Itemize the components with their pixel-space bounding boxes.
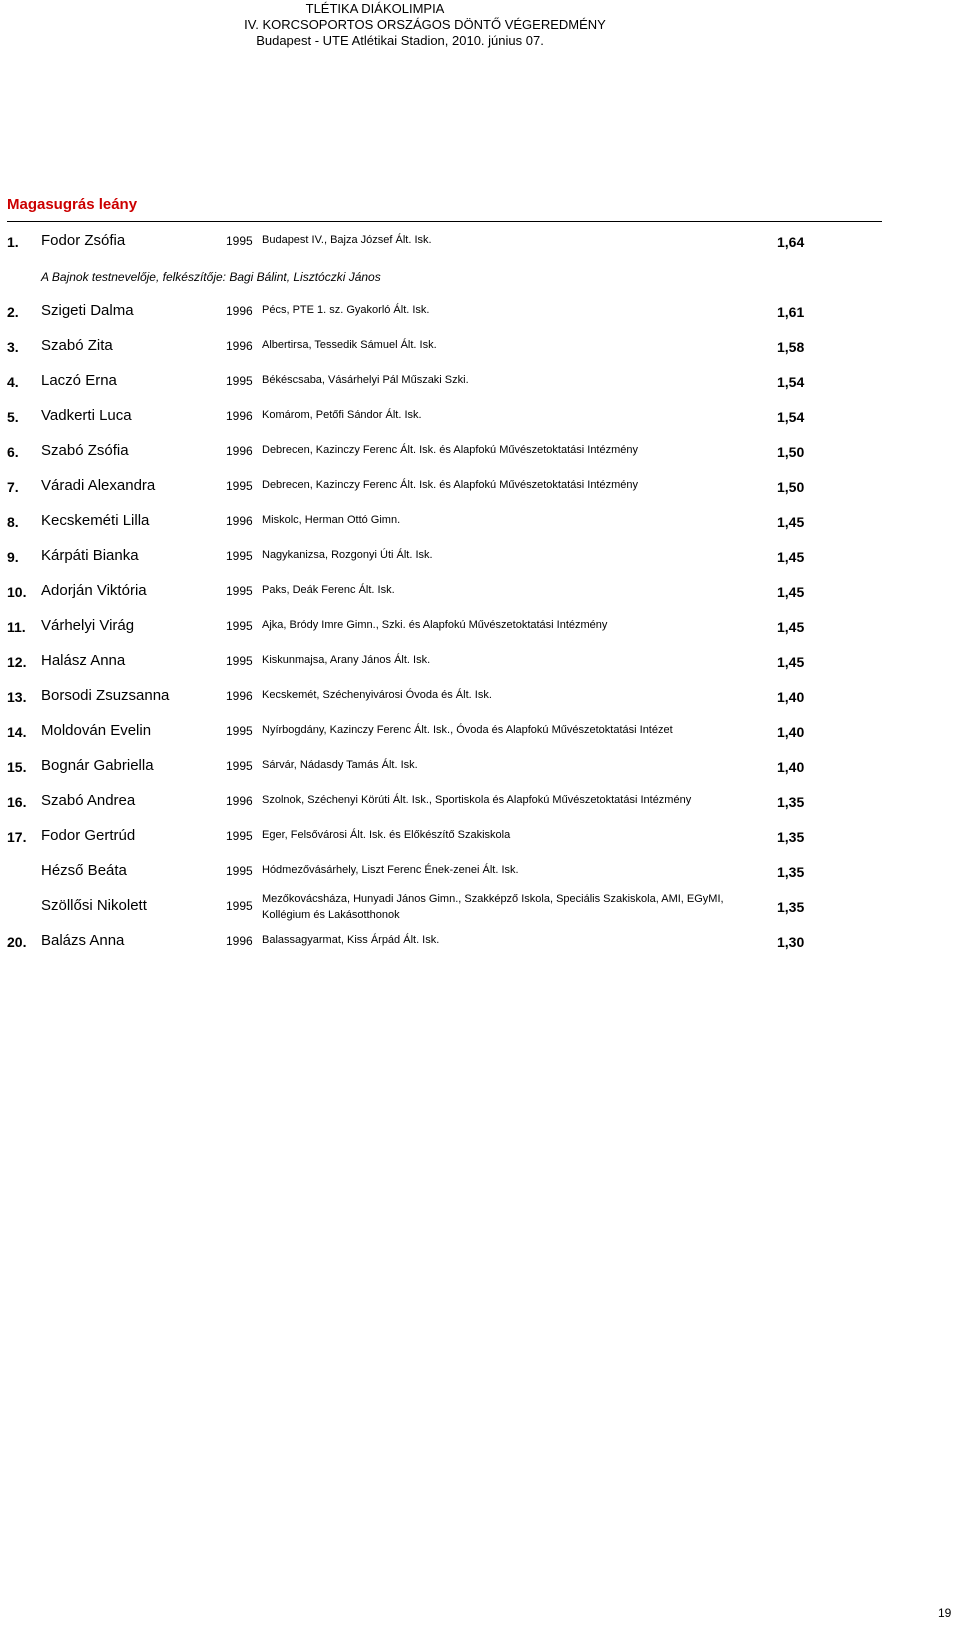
result-row: [0, 506, 960, 536]
result-row: [0, 436, 960, 466]
result-value: 1,45: [777, 584, 805, 600]
athlete-name: Kárpáti Bianka: [41, 547, 139, 564]
rank-cell: 11.: [7, 619, 26, 635]
rank-cell: 20.: [7, 934, 27, 950]
result-value: 1,45: [777, 549, 805, 565]
school-name: Nyírbogdány, Kazinczy Ferenc Ált. Isk., Óvoda és Alapfokú Művészetoktatási Intézet: [262, 724, 673, 736]
school-name: Mezőkovácsháza, Hunyadi János Gimn., Szakképző Iskola, Speciális Szakiskola, AMI, EGyMI, Kollégium és Lakásotthonok: [262, 893, 724, 921]
result-value: 1,35: [777, 829, 805, 845]
result-row: [0, 646, 960, 676]
birth-year: 1995: [226, 549, 253, 563]
result-row: [0, 296, 960, 326]
school-name: Debrecen, Kazinczy Ferenc Ált. Isk. és Alapfokú Művészetoktatási Intézmény: [262, 444, 639, 456]
rank-cell: 3.: [7, 339, 19, 355]
result-row: [0, 611, 960, 641]
result-value: 1,50: [777, 444, 805, 460]
athlete-name: Vadkerti Luca: [41, 407, 132, 424]
event-title: Magasugrás leány: [7, 196, 138, 213]
rank-cell: 8.: [7, 514, 19, 530]
birth-year: 1995: [226, 759, 253, 773]
school-name: Sárvár, Nádasdy Tamás Ált. Isk.: [262, 759, 418, 771]
rank-cell: 5.: [7, 409, 19, 425]
header-line-2: IV. KORCSOPORTOS ORSZÁGOS DÖNTŐ VÉGEREDMÉNY: [244, 17, 606, 32]
result-row: [0, 856, 960, 886]
athlete-name: Bognár Gabriella: [41, 757, 154, 774]
result-value: 1,35: [777, 864, 805, 880]
result-row: [0, 716, 960, 746]
athlete-name: Szabó Zita: [41, 337, 113, 354]
rank-cell: 4.: [7, 374, 19, 390]
result-row: [0, 821, 960, 851]
result-row: [0, 751, 960, 781]
athlete-name: Adorján Viktória: [41, 582, 147, 599]
rank-cell: 16.: [7, 794, 27, 810]
result-value: 1,54: [777, 374, 805, 390]
birth-year: 1996: [226, 794, 253, 808]
athlete-name: Szigeti Dalma: [41, 302, 134, 319]
rank-cell: 13.: [7, 689, 27, 705]
header-line-3: Budapest - UTE Atlétikai Stadion, 2010. június 07.: [256, 33, 544, 48]
rank-cell: 2.: [7, 304, 19, 320]
school-name: Debrecen, Kazinczy Ferenc Ált. Isk. és Alapfokú Művészetoktatási Intézmény: [262, 479, 639, 491]
page-number: 19: [938, 1606, 952, 1620]
athlete-name: Moldován Evelin: [41, 722, 152, 739]
athlete-name: Hézső Beáta: [41, 862, 127, 879]
rank-cell: 14.: [7, 724, 27, 740]
school-name: Nagykanizsa, Rozgonyi Úti Ált. Isk.: [262, 549, 433, 561]
birth-year: 1995: [226, 864, 253, 878]
result-row: [0, 891, 960, 921]
birth-year: 1995: [226, 899, 253, 913]
school-name: Kecskemét, Széchenyivárosi Óvoda és Ált. Isk.: [262, 689, 492, 701]
result-row: [0, 541, 960, 571]
birth-year: 1995: [226, 584, 253, 598]
result-row: [0, 226, 960, 256]
rank-cell: 6.: [7, 444, 19, 460]
result-row: [0, 786, 960, 816]
birth-year: 1995: [226, 374, 253, 388]
birth-year: 1995: [226, 829, 253, 843]
result-row: [0, 576, 960, 606]
birth-year: 1995: [226, 724, 253, 738]
rank-cell: 10.: [7, 584, 27, 600]
result-value: 1,35: [777, 899, 805, 915]
result-row: [0, 471, 960, 501]
rank-cell: 15.: [7, 759, 27, 775]
rank-cell: 9.: [7, 549, 19, 565]
school-name: Eger, Felsővárosi Ált. Isk. és Előkészítő Szakiskola: [262, 829, 511, 841]
rank-cell: 1.: [7, 234, 19, 250]
result-value: 1,45: [777, 619, 805, 635]
athlete-name: Szabó Andrea: [41, 792, 136, 809]
athlete-name: Fodor Zsófia: [41, 232, 126, 249]
school-name: Balassagyarmat, Kiss Árpád Ált. Isk.: [262, 934, 440, 946]
school-name: Ajka, Bródy Imre Gimn., Szki. és Alapfokú Művészetoktatási Intézmény: [262, 619, 608, 631]
school-name: Miskolc, Herman Ottó Gimn.: [262, 514, 401, 526]
athlete-name: Váradi Alexandra: [41, 477, 156, 494]
result-row: [0, 331, 960, 361]
athlete-name: Szabó Zsófia: [41, 442, 129, 459]
result-value: 1,61: [777, 304, 805, 320]
school-name: Budapest IV., Bajza József Ált. Isk.: [262, 234, 432, 246]
result-row: [0, 366, 960, 396]
result-row: [0, 681, 960, 711]
birth-year: 1996: [226, 444, 253, 458]
result-value: 1,40: [777, 724, 805, 740]
school-name: Pécs, PTE 1. sz. Gyakorló Ált. Isk.: [262, 304, 430, 316]
coach-note: A Bajnok testnevelője, felkészítője: Bagi Bálint, Lisztóczki János: [41, 270, 381, 284]
school-name: Békéscsaba, Vásárhelyi Pál Műszaki Szki.: [262, 374, 469, 386]
birth-year: 1995: [226, 619, 253, 633]
header-line-1: TLÉTIKA DIÁKOLIMPIA: [305, 1, 445, 16]
rank-cell: 17.: [7, 829, 27, 845]
birth-year: 1995: [226, 654, 253, 668]
birth-year: 1996: [226, 339, 253, 353]
result-value: 1,45: [777, 654, 805, 670]
athlete-name: Várhelyi Virág: [41, 617, 135, 634]
result-value: 1,40: [777, 759, 805, 775]
birth-year: 1996: [226, 514, 253, 528]
result-value: 1,64: [777, 234, 805, 250]
school-name: Albertirsa, Tessedik Sámuel Ált. Isk.: [262, 339, 437, 351]
school-name: Hódmezővásárhely, Liszt Ferenc Ének-zenei Ált. Isk.: [262, 864, 519, 876]
birth-year: 1995: [226, 234, 253, 248]
school-name: Paks, Deák Ferenc Ált. Isk.: [262, 584, 395, 596]
athlete-name: Borsodi Zsuzsanna: [41, 687, 170, 704]
birth-year: 1995: [226, 479, 253, 493]
rank-cell: 7.: [7, 479, 19, 495]
athlete-name: Laczó Erna: [41, 372, 117, 389]
athlete-name: Szöllősi Nikolett: [41, 897, 147, 914]
rank-cell: 12.: [7, 654, 27, 670]
birth-year: 1996: [226, 934, 253, 948]
athlete-name: Balázs Anna: [41, 932, 125, 949]
birth-year: 1996: [226, 304, 253, 318]
result-value: 1,54: [777, 409, 805, 425]
result-value: 1,30: [777, 934, 805, 950]
result-value: 1,58: [777, 339, 805, 355]
birth-year: 1996: [226, 409, 253, 423]
athlete-name: Kecskeméti Lilla: [41, 512, 150, 529]
school-name: Kiskunmajsa, Arany János Ált. Isk.: [262, 654, 431, 666]
school-name: Szolnok, Széchenyi Körúti Ált. Isk., Sportiskola és Alapfokú Művészetoktatási Intézmény: [262, 794, 692, 806]
athlete-name: Halász Anna: [41, 652, 126, 669]
result-value: 1,50: [777, 479, 805, 495]
result-value: 1,45: [777, 514, 805, 530]
school-name: Komárom, Petőfi Sándor Ált. Isk.: [262, 409, 422, 421]
birth-year: 1996: [226, 689, 253, 703]
athlete-name: Fodor Gertrúd: [41, 827, 136, 844]
result-value: 1,40: [777, 689, 805, 705]
result-value: 1,35: [777, 794, 805, 810]
result-row: [0, 926, 960, 956]
result-row: [0, 401, 960, 431]
title-divider: [7, 221, 882, 222]
